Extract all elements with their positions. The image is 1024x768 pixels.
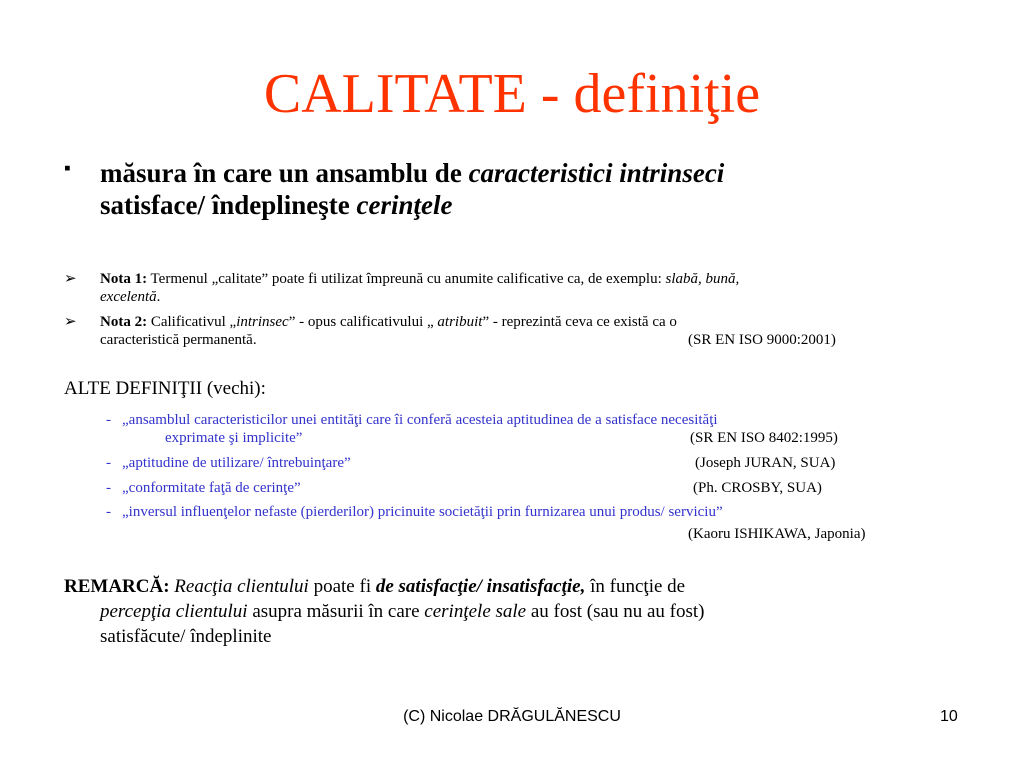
note-emphasis: intrinsec (236, 314, 289, 330)
remark-emphasis: Reacţia clientului (174, 576, 309, 597)
note-label: Nota 1: (100, 271, 148, 287)
remark-text: asupra măsurii în care (247, 601, 425, 622)
definition-item-1-line-1: „ansamblul caracteristicilor unei entităţi care îi conferă acesteia aptitudinea de a satisface necesităţi (122, 412, 718, 428)
note-1-line-1 (100, 270, 739, 288)
remark-text: poate fi (308, 576, 376, 597)
definition-item-4-reference: (Kaoru ISHIKAWA, Japonia) (688, 526, 866, 542)
note-emphasis: slabă, bună, (665, 271, 740, 287)
note-emphasis: excelentă (100, 289, 157, 305)
dash-bullet: - (106, 480, 111, 496)
definition-item-3-reference: (Ph. CROSBY, SUA) (693, 480, 822, 496)
remark-line-3: satisfăcute/ îndeplinite (100, 626, 272, 647)
remark-text: în funcţie de (585, 576, 686, 597)
definition-item-1-line-2: exprimate şi implicite” (165, 430, 303, 446)
remark-strong-emphasis: de satisfacţie/ insatisfacţie, (375, 576, 586, 597)
note-2-line-1 (100, 313, 677, 331)
remark-label: REMARCĂ: (64, 576, 175, 597)
page-number: 10 (940, 708, 958, 725)
definition-item-4: „inversul influenţelor nefaste (pierderilor) pricinuite societăţii prin furnizarea unui produs/ serviciu” (122, 504, 723, 520)
main-definition-emphasis: cerinţele (356, 190, 453, 220)
footer-author: (C) Nicolae DRĂGULĂNESCU (403, 708, 621, 725)
remark-emphasis: percepţia clientului (100, 601, 248, 622)
note-emphasis: atribuit (437, 314, 483, 330)
note-1-line-2 (100, 288, 160, 306)
section-heading-suffix: (vechi): (202, 378, 266, 399)
note-text: Termenul „calitate” poate fi utilizat împreună cu anumite calificative ca, de exemplu: (147, 271, 666, 287)
definition-item-2: „aptitudine de utilizare/ întrebuinţare” (122, 455, 351, 471)
section-heading: ALTE DEFINIŢII (64, 378, 203, 399)
note-2-line-2: caracteristică permanentă. (100, 332, 257, 348)
note-text: ” - reprezintă ceva ce există ca o (482, 314, 677, 330)
main-definition-text: măsura în care un ansamblu de (100, 158, 469, 188)
page-title: CALITATE - definiţie (263, 63, 761, 125)
remark-emphasis: cerinţele sale (424, 601, 527, 622)
definition-item-3: „conformitate faţă de cerinţe” (122, 480, 301, 496)
remark-line-2 (100, 600, 704, 624)
definition-item-1-reference: (SR EN ISO 8402:1995) (690, 430, 838, 446)
main-definition-text: satisface/ îndeplineşte (100, 190, 357, 220)
arrow-bullet-icon: ➢ (64, 314, 77, 330)
dash-bullet: - (106, 412, 111, 428)
note-label: Nota 2: (100, 314, 148, 330)
arrow-bullet-icon: ➢ (64, 271, 77, 287)
remark-line-1 (64, 575, 685, 599)
alte-definitii-heading (64, 378, 266, 400)
dash-bullet: - (106, 504, 111, 520)
definition-item-2-reference: (Joseph JURAN, SUA) (695, 455, 836, 471)
remark-text: au fost (sau nu au fost) (526, 601, 705, 622)
main-definition-emphasis: caracteristici intrinseci (468, 158, 725, 188)
square-bullet-icon: ▪ (64, 158, 71, 179)
main-definition-line-2 (100, 190, 452, 220)
note-2-reference: (SR EN ISO 9000:2001) (688, 332, 836, 348)
main-definition-line-1 (100, 158, 724, 188)
note-text: Calificativul „ (147, 314, 237, 330)
note-text: ” - opus calificativului „ (288, 314, 438, 330)
dash-bullet: - (106, 455, 111, 471)
note-text: . (156, 289, 161, 305)
